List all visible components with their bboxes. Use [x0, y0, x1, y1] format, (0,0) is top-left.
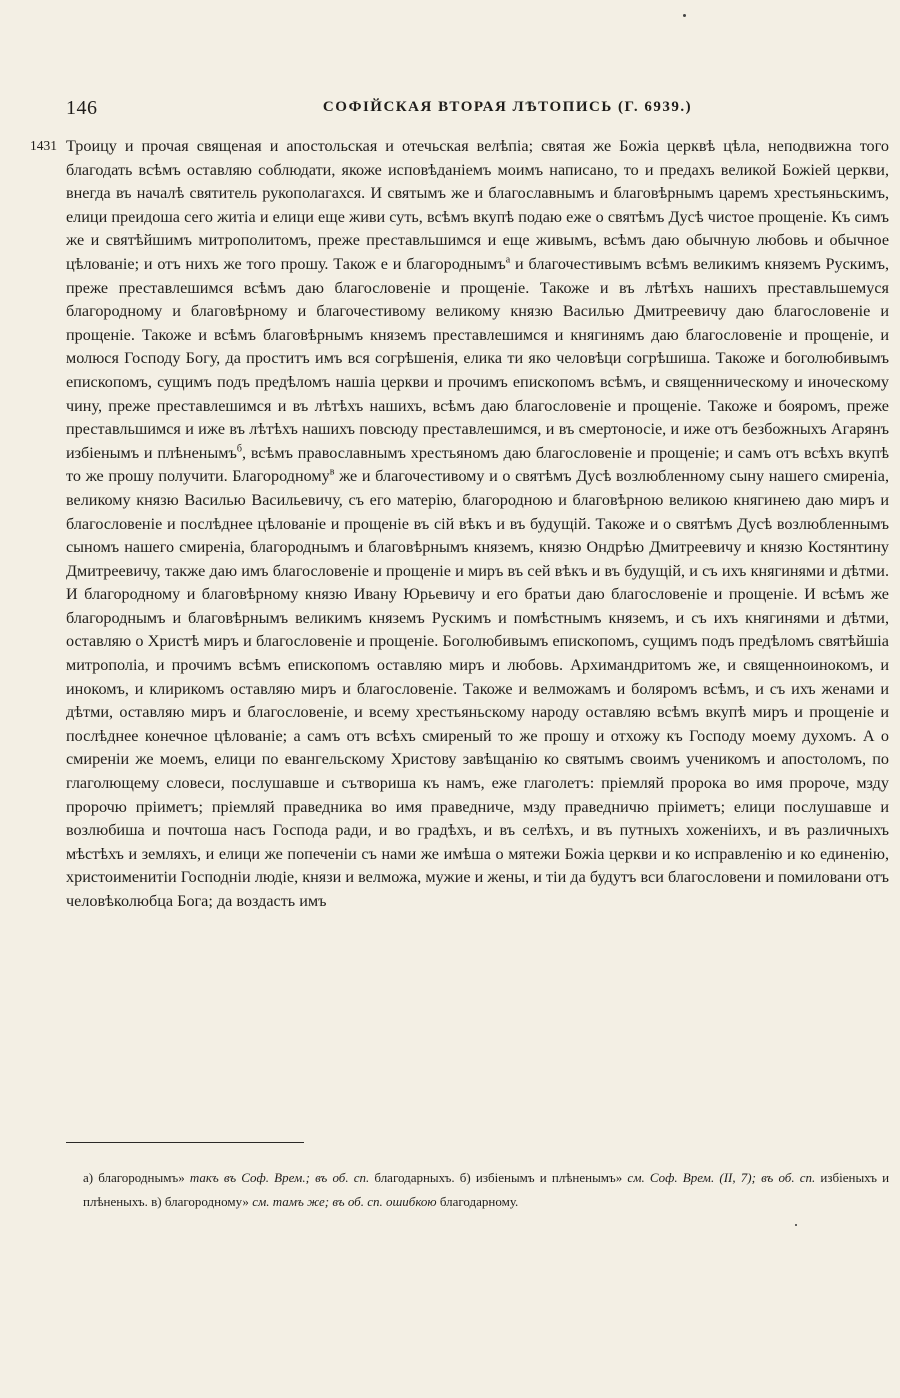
footnote-b-note: см. Соф. Врем. (II, 7); въ об. сп.: [627, 1170, 816, 1185]
footnote-b-label: б) избiенымъ и плѣненымъ»: [459, 1170, 623, 1185]
running-title: СОФІЙСКАЯ ВТОРАЯ ЛѢТОПИСЬ (Г. 6939.): [322, 99, 693, 115]
footnote-a-note: такъ въ Соф. Врем.; въ об. сп.: [189, 1170, 370, 1185]
footnote-ref-a: а: [505, 254, 511, 266]
text-segment-3: , всѣмъ православнымъ хрестьяномъ даю благословенiе и прощенiе; и самъ отъ всѣхъ вкупѣ то же прошу получити. Благородному: [66, 443, 890, 486]
margin-year: 1431: [30, 138, 57, 153]
text-segment-2: и благочестивымъ всѣмъ великимъ княземъ Рускимъ, преже преставлешимся всѣмъ даю благословенiе и прощенiе. Такоже и въ лѣтѣхъ нашихъ преставльшемуся благородному и благовѣрному и благочестивому великому князю Василью Дмитреевичу даю благословенiе и прощенiе. Такоже и всѣмъ благовѣрнымъ княземъ преставлешимся и княгинямъ даю благословенiе и прощенiе, и молюся Господу Богу, да проститъ имъ вся согрѣшенiя, елика ти яко человѣци согрѣшиша. Такоже и боголюбивымъ епископомъ, сущимъ подъ предѣломъ нашiа церкви и прочимъ епископомъ всѣмъ, и священническому и иноческому чину, преже преставлешимся и въ лѣтѣхъ нашихъ, всѣмъ даю благословенiе и прощенiе. Такоже и бояромъ, преже преставльшимся и иже въ лѣтѣхъ нашихъ повсюду преставлешимся, и въ смертоносiе, и иже отъ безбожныхъ Агарянъ избiенымъ и плѣненымъ: [66, 254, 890, 462]
footnote-v-text: благодарному.: [439, 1194, 519, 1209]
footnote-ref-v: в: [329, 466, 335, 478]
footnote-b-text: избiеныхъ и плѣненыхъ.: [83, 1170, 890, 1209]
main-text: [66, 135, 889, 914]
print-speck: [683, 14, 686, 17]
text-segment-1: Троицу и прочая священая и апостольская и отечьская велѣпiа; святая же Божiа церквѣ цѣла, неподвижна того благодать всѣмъ оставляю соблюдати, якоже исповѣданiемъ моимъ написано, то и предахъ великой Божiей церкви, внегда въ началѣ святитель рукополагахся. И святымъ же и благославнымъ и благовѣрнымъ царемъ хрестьяньскимъ, елици преидоша сего житiа и елици еще живи суть, всѣмъ вкупѣ подаю еже о святѣмъ Дусѣ чистое прощенiе. Къ симъ же и святѣйшимъ митрополитомъ, преже преставльшимся и еще живымъ, всѣмъ даю обычную любовь и обычное цѣлованiе; и отъ нихъ же того прошу. Також е и благороднымъ: [66, 137, 889, 273]
print-speck-2: [795, 1224, 797, 1226]
page-number: 146: [66, 97, 98, 119]
footnote-ref-b: б: [236, 443, 243, 455]
footnote-a-text: благодарныхъ.: [374, 1170, 455, 1185]
footnote-a-label: а) благороднымъ»: [83, 1170, 185, 1185]
text-segment-4: же и благочестивому и о святѣмъ Дусѣ возлюбленному сыну нашего смиренiа, великому князю Василью Васильевичу, съ его матерiю, благородною и благовѣрною великою княгинею даю миръ и благословенiе и послѣднее цѣлованiе и прощенiе въ сiй вѣкъ и въ будущiй. Такоже и о святѣмъ Дусѣ возлюбленнымъ сыномъ нашего смиренiа, благороднымъ и благовѣрнымъ княземъ, князю Ондрѣю Дмитреевичу и князю Костянтину Дмитреевичу, также даю имъ благословенiе и прощенiе и миръ въ сей вѣкъ и въ будущiй, и съ ихъ княгинями и дѣтми. И благородному и благовѣрному князю Ивану Юрьевичу и его братьи даю благословенiе и прощенiе. И всѣмъ же благороднымъ и благовѣрнымъ великимъ княземъ Рускимъ и помѣстнымъ княземъ, и съ ихъ княгинями и дѣтми, оставляю о Христѣ миръ и благословенiе и прощенiе. Боголюбивымъ епископомъ, сущимъ подъ предѣломъ святѣйшiа митрополiа, и прочимъ всѣмъ епископомъ оставляю миръ и любовь. Архимандритомъ же, и священноинокомъ, и инокомъ, и клирикомъ оставляю миръ и благословенiе. Такоже и велможамъ и боляромъ всѣмъ, и съ ихъ женами и дѣтми, оставляю миръ и благословенiе, и всему хрестьяньскому народу оставляю всѣмъ вкупѣ миръ и прощенiе и послѣднее конечное цѣлованiе; а самъ отъ всѣхъ смиреный то же прошу и отхожу къ Господу моему духомъ. А о смиренiи же моемъ, елици по евангельскому Христову завѣщанiю ко святымъ своимъ ученикомъ и апостоломъ, по глаголющему словеси, послушавше и сътвориша къ намъ, еже глаголетъ: прiемляй пророка во имя пророче, мзду пророчю прiиметъ; прiемляй праведника во имя праведниче, мзду праведничю прiиметъ; елици послушавше и возлюбиша и почтоша насъ Господа ради, и во градѣхъ, и въ селѣхъ, и въ путныхъ хоженiихъ, и въ различныхъ мѣстѣхъ и земляхъ, и елици же попеченiи съ нами же имѣша о мятежи Божiа церкви и ко исправленiю и ко единенiю, христоименитiи Господнiи людiе, князи и велможа, мужие и жены, и тiи да будутъ вси благословени и помиловани отъ человѣколюбца Бога; да воздасть имъ: [66, 467, 889, 910]
page-header: [66, 95, 889, 125]
footnote-separator: [66, 1142, 304, 1143]
footnote-v-label: в) благородному»: [151, 1194, 249, 1209]
footnotes: [83, 1166, 889, 1214]
footnote-v-note: см. тамъ же; въ об. сп. ошибкою: [252, 1194, 437, 1209]
